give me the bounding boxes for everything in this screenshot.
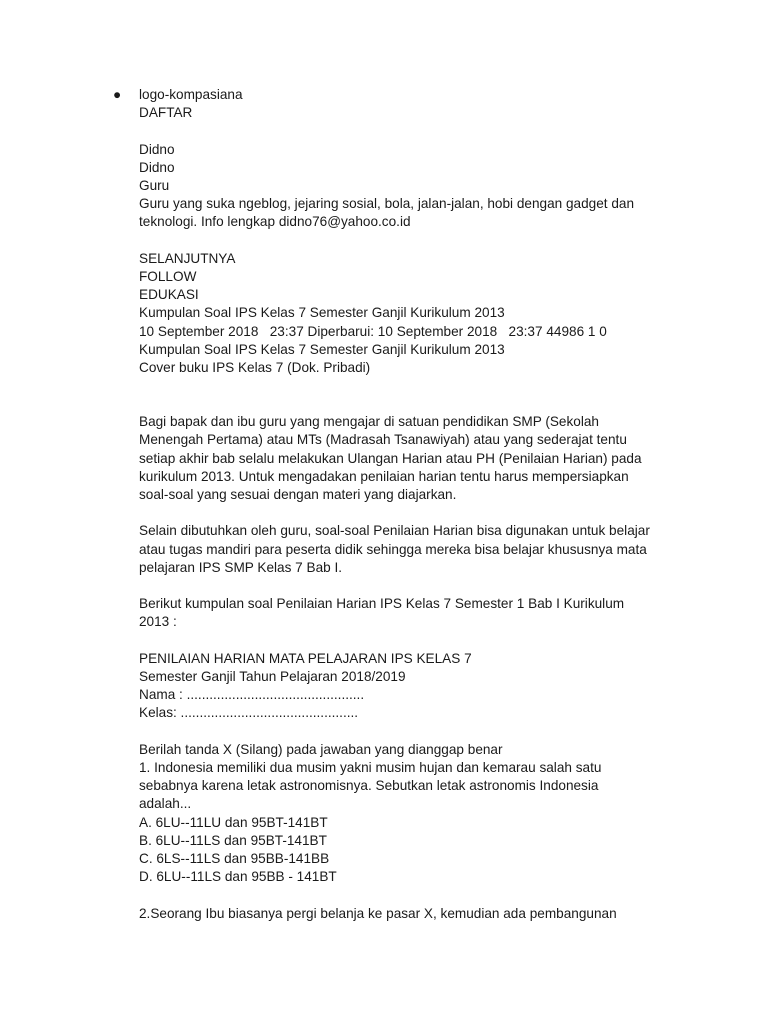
- exam-semester: Semester Ganjil Tahun Pelajaran 2018/2019: [139, 669, 406, 685]
- spacer: [139, 504, 679, 522]
- document-content: [113, 86, 679, 923]
- author-role: Guru: [139, 178, 170, 193]
- spacer: [139, 723, 679, 741]
- exam-name-field: Nama : ...............................................: [139, 687, 365, 703]
- author-bio-line: Guru yang suka ngeblog, jejaring sosial, bola, jalan-jalan, hobi dengan gadget dan: [139, 196, 635, 212]
- daftar-link[interactable]: DAFTAR: [139, 105, 193, 121]
- paragraph-line: atau tugas mandiri para peserta didik sehingga mereka bisa belajar khususnya mata: [139, 541, 647, 557]
- spacer: [139, 886, 679, 904]
- question-line: adalah...: [139, 796, 192, 812]
- answer-option: C. 6LS--11LS dan 95BB-141BB: [139, 851, 330, 867]
- spacer: [139, 632, 679, 650]
- article-title: Kumpulan Soal IPS Kelas 7 Semester Ganjil Kurikulum 2013: [139, 305, 505, 321]
- article-meta: 10 September 2018 23:37 Diperbarui: 10 September 2018 23:37 44986 1 0: [139, 323, 607, 339]
- paragraph-line: setiap akhir bab selalu melakukan Ulangan Harian atau PH (Penilaian Harian) pada: [139, 450, 642, 466]
- spacer: [139, 577, 679, 595]
- question-2-line: 2.Seorang Ibu biasanya pergi belanja ke pasar X, kemudian ada pembangunan: [139, 905, 617, 921]
- paragraph-line: Menengah Pertama) atau MTs (Madrasah Tsanawiyah) atau yang sederajat tentu: [139, 432, 627, 448]
- author-bio-line: teknologi. Info lengkap didno76@yahoo.co.id: [139, 214, 411, 230]
- selanjutnya-link[interactable]: SELANJUTNYA: [139, 250, 236, 266]
- paragraph-line: Bagi bapak dan ibu guru yang mengajar di satuan pendidikan SMP (Sekolah: [139, 414, 599, 430]
- paragraph-line: pelajaran IPS SMP Kelas 7 Bab I.: [139, 559, 343, 575]
- author-name[interactable]: Didno: [139, 141, 175, 157]
- paragraph-usage: [139, 522, 679, 577]
- answer-option: B. 6LU--11LS dan 95BT-141BT: [139, 832, 327, 848]
- question-line: sebabnya karena letak astronomisnya. Sebutkan letak astronomis Indonesia: [139, 778, 599, 794]
- list-bullet: ●: [113, 87, 122, 102]
- paragraph-line: kurikulum 2013. Untuk mengadakan penilaian harian tentu harus mempersiapkan: [139, 468, 629, 484]
- spacer: [139, 377, 679, 413]
- follow-button[interactable]: FOLLOW: [139, 269, 197, 284]
- article-title-repeat: Kumpulan Soal IPS Kelas 7 Semester Ganjil Kurikulum 2013: [139, 341, 505, 357]
- exam-instruction: Berilah tanda X (Silang) pada jawaban yang dianggap benar: [139, 741, 503, 757]
- spacer: [139, 232, 679, 250]
- exam-class-field: Kelas: ...............................................: [139, 705, 359, 721]
- question-1: [139, 759, 679, 886]
- question-line: 1. Indonesia memiliki dua musim yakni musim hujan dan kemarau salah satu: [139, 760, 602, 776]
- logo-kompasiana-alt[interactable]: logo-kompasiana: [139, 87, 243, 102]
- paragraph-line: Selain dibutuhkan oleh guru, soal-soal Penilaian Harian bisa digunakan untuk belajar: [139, 523, 650, 539]
- author-name-repeat[interactable]: Didno: [139, 159, 175, 175]
- image-caption: Cover buku IPS Kelas 7 (Dok. Pribadi): [139, 360, 371, 376]
- paragraph-lead: [139, 595, 679, 631]
- spacer: [139, 122, 679, 140]
- exam-header: [139, 650, 679, 723]
- exam-title: PENILAIAN HARIAN MATA PELAJARAN IPS KELAS 7: [139, 650, 472, 666]
- answer-option: A. 6LU--11LU dan 95BT-141BT: [139, 814, 328, 830]
- category-link[interactable]: EDUKASI: [139, 287, 199, 303]
- answer-option: D. 6LU--11LS dan 95BB - 141BT: [139, 869, 337, 885]
- paragraph-intro: [139, 413, 679, 504]
- paragraph-line: Berikut kumpulan soal Penilaian Harian IPS Kelas 7 Semester 1 Bab I Kurikulum: [139, 596, 625, 612]
- paragraph-line: 2013 :: [139, 614, 177, 630]
- paragraph-line: soal-soal yang sesuai dengan materi yang diajarkan.: [139, 487, 457, 503]
